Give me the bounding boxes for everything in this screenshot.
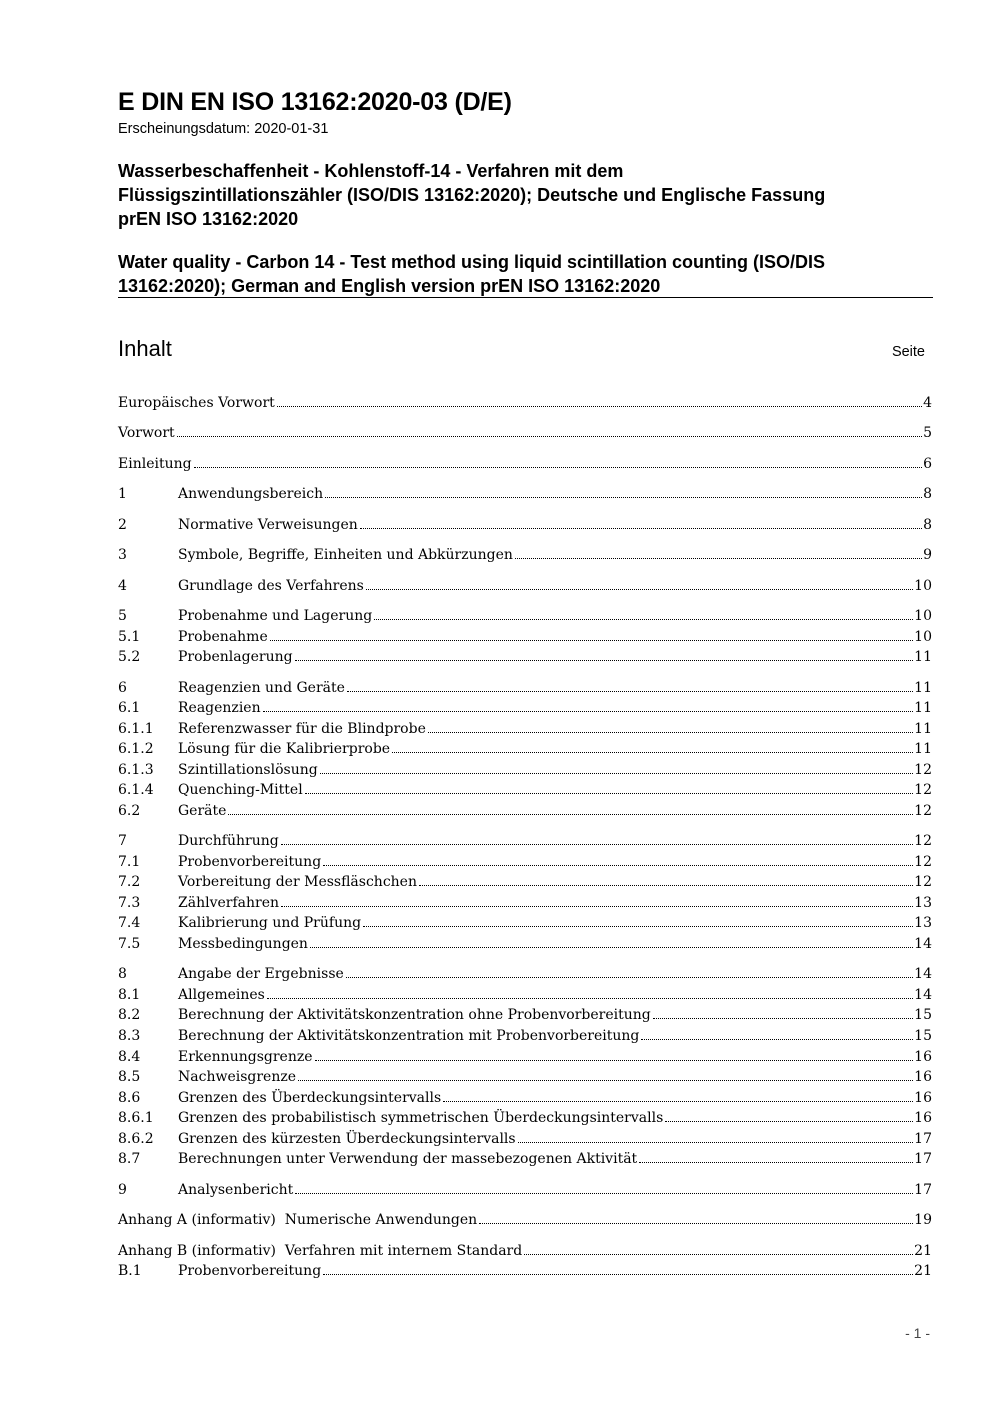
toc-entry[interactable] <box>118 966 932 986</box>
toc-entry-page: 16 <box>914 1110 932 1126</box>
toc-entry-title: Probenahme und Lagerung <box>178 608 373 624</box>
toc-entry[interactable] <box>118 395 932 415</box>
toc-dot-leader <box>641 1028 913 1040</box>
toc-dot-leader <box>360 517 922 529</box>
toc-entry-title: Normative Verweisungen <box>178 517 358 533</box>
toc-entry-title: Symbole, Begriffe, Einheiten und Abkürzungen <box>178 547 513 563</box>
toc-entry[interactable] <box>118 1069 932 1089</box>
toc-entry[interactable] <box>118 915 932 935</box>
toc-entry-page: 11 <box>914 741 932 757</box>
toc-entry-number: 6.1 <box>118 700 141 716</box>
toc-entry-title: Anwendungsbereich <box>178 486 324 502</box>
toc-entry-page: 17 <box>914 1131 932 1147</box>
toc-entry-page: 15 <box>914 1007 932 1023</box>
title-german-line: prEN ISO 13162:2020 <box>118 209 299 229</box>
toc-entry-number: 5 <box>118 608 127 624</box>
toc-dot-leader <box>194 456 923 468</box>
toc-page-column-label: Seite <box>891 344 925 360</box>
toc-entry-page: 12 <box>914 874 932 890</box>
table-of-contents <box>118 0 932 1403</box>
toc-entry-title: Reagenzien <box>178 700 261 716</box>
toc-entry-title: Einleitung <box>118 456 192 472</box>
toc-dot-leader <box>263 700 914 712</box>
toc-entry-number: 8.1 <box>118 987 141 1003</box>
toc-entry[interactable] <box>118 1028 932 1048</box>
toc-entry-number: 7.5 <box>118 936 141 952</box>
title-english-line: 13162:2020); German and English version prEN ISO 13162:2020 <box>118 276 661 296</box>
toc-entry-title: Angabe der Ergebnisse <box>178 966 344 982</box>
toc-entry[interactable] <box>118 1049 932 1069</box>
toc-entry-page: 11 <box>914 649 932 665</box>
toc-dot-leader <box>323 1263 913 1275</box>
toc-entry-page: 10 <box>914 629 932 645</box>
toc-dot-leader <box>281 833 913 845</box>
toc-dot-leader <box>653 1007 913 1019</box>
toc-entry-number: 3 <box>118 547 127 563</box>
toc-entry-page: 11 <box>914 680 932 696</box>
toc-entry-title: Berechnung der Aktivitätskonzentration mit Probenvorbereitung <box>178 1028 640 1044</box>
toc-entry[interactable] <box>118 741 932 761</box>
toc-entry-title: Lösung für die Kalibrierprobe <box>178 741 391 757</box>
toc-dot-leader <box>281 895 913 907</box>
toc-entry[interactable] <box>118 517 932 537</box>
toc-entry-title: Berechnungen unter Verwendung der massebezogenen Aktivität <box>178 1151 638 1167</box>
toc-entry-title: Vorwort <box>118 425 175 441</box>
toc-entry[interactable] <box>118 1007 932 1027</box>
toc-entry[interactable] <box>118 762 932 782</box>
toc-entry-number: 6.2 <box>118 803 141 819</box>
toc-entry[interactable] <box>118 1212 932 1232</box>
toc-entry-page: 10 <box>914 608 932 624</box>
toc-entry[interactable] <box>118 803 932 823</box>
toc-entry-title: Erkennungsgrenze <box>178 1049 313 1065</box>
toc-entry-number: 7.2 <box>118 874 141 890</box>
toc-dot-leader <box>267 987 913 999</box>
toc-entry[interactable] <box>118 936 932 956</box>
title-german-line: Wasserbeschaffenheit - Kohlenstoff-14 - Verfahren mit dem <box>118 161 624 181</box>
toc-entry-title: Probenlagerung <box>178 649 293 665</box>
toc-entry-title: Durchführung <box>178 833 279 849</box>
toc-entry[interactable] <box>118 700 932 720</box>
toc-entry-title: Grenzen des probabilistisch symmetrischen Überdeckungsintervalls <box>178 1110 664 1126</box>
toc-dot-leader <box>347 680 913 692</box>
toc-entry[interactable] <box>118 486 932 506</box>
toc-dot-leader <box>310 936 913 948</box>
toc-entry-number: 6.1.2 <box>118 741 154 757</box>
toc-dot-leader <box>524 1243 913 1255</box>
toc-entry-number: 7 <box>118 833 127 849</box>
toc-entry-page: 6 <box>923 456 932 472</box>
toc-entry-title: Berechnung der Aktivitätskonzentration ohne Probenvorbereitung <box>178 1007 651 1023</box>
toc-entry-page: 16 <box>914 1049 932 1065</box>
toc-entry[interactable] <box>118 547 932 567</box>
toc-dot-leader <box>298 1069 913 1081</box>
toc-entry[interactable] <box>118 608 932 628</box>
toc-entry-number: 8 <box>118 966 127 982</box>
toc-entry[interactable] <box>118 833 932 853</box>
toc-entry-page: 21 <box>914 1263 932 1279</box>
toc-entry-number: 8.6.2 <box>118 1131 154 1147</box>
toc-entry[interactable] <box>118 1243 932 1263</box>
toc-entry-title: Reagenzien und Geräte <box>178 680 345 696</box>
toc-dot-leader <box>295 1182 913 1194</box>
toc-entry-number: 7.3 <box>118 895 141 911</box>
toc-dot-leader <box>443 1090 913 1102</box>
toc-entry-page: 5 <box>923 425 932 441</box>
toc-entry-number: 8.4 <box>118 1049 141 1065</box>
toc-entry[interactable] <box>118 578 932 598</box>
toc-entry-number: 5.2 <box>118 649 141 665</box>
toc-entry[interactable] <box>118 1182 932 1202</box>
toc-entry-number: 8.6 <box>118 1090 141 1106</box>
toc-dot-leader <box>366 578 913 590</box>
toc-entry-title: Vorbereitung der Messfläschchen <box>178 874 417 890</box>
toc-entry[interactable] <box>118 1263 932 1283</box>
toc-heading: Inhalt <box>118 336 172 361</box>
toc-entry-number: 8.5 <box>118 1069 141 1085</box>
toc-dot-leader <box>392 741 913 753</box>
toc-dot-leader <box>228 803 913 815</box>
toc-entry[interactable] <box>118 629 932 649</box>
toc-entry-title: Messbedingungen <box>178 936 308 952</box>
toc-entry[interactable] <box>118 1110 932 1130</box>
toc-dot-leader <box>346 966 913 978</box>
toc-entry[interactable] <box>118 1151 932 1171</box>
toc-entry-page: 12 <box>914 854 932 870</box>
toc-dot-leader <box>428 721 913 733</box>
toc-entry-number: 8.3 <box>118 1028 141 1044</box>
toc-entry-number: 1 <box>118 486 127 502</box>
toc-entry-page: 12 <box>914 762 932 778</box>
toc-entry-page: 14 <box>914 936 932 952</box>
toc-entry-number: B.1 <box>118 1263 142 1279</box>
toc-entry-page: 4 <box>923 395 932 411</box>
toc-entry-title: Grenzen des Überdeckungsintervalls <box>178 1090 442 1106</box>
toc-entry-number: 6.1.1 <box>118 721 154 737</box>
toc-entry-page: 11 <box>914 700 932 716</box>
toc-dot-leader <box>323 854 913 866</box>
toc-entry-page: 13 <box>914 915 932 931</box>
toc-entry-page: 12 <box>914 803 932 819</box>
toc-entry[interactable] <box>118 425 932 445</box>
toc-entry-page: 17 <box>914 1182 932 1198</box>
toc-entry-page: 14 <box>914 987 932 1003</box>
toc-dot-leader <box>295 649 914 661</box>
toc-entry-title: Kalibrierung und Prüfung <box>178 915 362 931</box>
toc-entry-page: 8 <box>923 486 932 502</box>
toc-entry-page: 14 <box>914 966 932 982</box>
toc-entry-title: Referenzwasser für die Blindprobe <box>178 721 426 737</box>
toc-dot-leader <box>374 608 913 620</box>
toc-entry[interactable] <box>118 987 932 1007</box>
toc-dot-leader <box>515 547 922 559</box>
toc-dot-leader <box>315 1049 914 1061</box>
toc-dot-leader <box>320 762 913 774</box>
toc-entry-title: Allgemeines <box>178 987 265 1003</box>
toc-dot-leader <box>419 874 913 886</box>
title-german-line: Flüssigszintillationszähler (ISO/DIS 13162:2020); Deutsche und Englische Fassung <box>118 185 826 205</box>
toc-dot-leader <box>665 1110 913 1122</box>
toc-entry-title: Geräte <box>178 803 227 819</box>
toc-entry[interactable] <box>118 782 932 802</box>
toc-entry-title: Zählverfahren <box>178 895 279 911</box>
toc-entry-number: 2 <box>118 517 127 533</box>
toc-entry-title: Nachweisgrenze <box>178 1069 297 1085</box>
toc-entry-title: Probenvorbereitung <box>178 854 322 870</box>
toc-entry-page: 21 <box>914 1243 932 1259</box>
toc-entry-page: 9 <box>923 547 932 563</box>
toc-entry-title: Analysenbericht <box>178 1182 294 1198</box>
toc-entry-number: 8.6.1 <box>118 1110 154 1126</box>
toc-dot-leader <box>270 629 913 641</box>
toc-entry-title: Europäisches Vorwort <box>118 395 275 411</box>
page-number: - 1 - <box>905 1325 930 1341</box>
toc-entry-title: Probenahme <box>178 629 268 645</box>
toc-entry[interactable] <box>118 854 932 874</box>
toc-entry-page: 12 <box>914 833 932 849</box>
toc-entry[interactable] <box>118 874 932 894</box>
toc-entry-title: Grundlage des Verfahrens <box>178 578 364 594</box>
toc-entry-number: 7.4 <box>118 915 141 931</box>
toc-entry-page: 15 <box>914 1028 932 1044</box>
toc-dot-leader <box>363 915 913 927</box>
toc-dot-leader <box>479 1212 913 1224</box>
toc-entry-page: 16 <box>914 1069 932 1085</box>
toc-dot-leader <box>177 425 922 437</box>
title-english-line: Water quality - Carbon 14 - Test method using liquid scintillation counting (ISO/DIS <box>118 252 826 272</box>
toc-entry[interactable] <box>118 895 932 915</box>
toc-entry-number: 6.1.4 <box>118 782 154 798</box>
toc-entry-number: 4 <box>118 578 127 594</box>
toc-entry-number: 5.1 <box>118 629 141 645</box>
toc-dot-leader <box>305 782 914 794</box>
toc-entry[interactable] <box>118 1090 932 1110</box>
toc-entry-number: 6.1.3 <box>118 762 154 778</box>
toc-entry-page: 19 <box>914 1212 932 1228</box>
toc-entry-title: Anhang A (informativ) Numerische Anwendungen <box>118 1212 478 1228</box>
toc-entry-title: Grenzen des kürzesten Überdeckungsintervalls <box>178 1131 516 1147</box>
toc-entry-page: 12 <box>914 782 932 798</box>
document-id: E DIN EN ISO 13162:2020-03 (D/E) <box>118 88 512 116</box>
toc-entry-page: 16 <box>914 1090 932 1106</box>
toc-dot-leader <box>518 1131 914 1143</box>
toc-entry[interactable] <box>118 649 932 669</box>
toc-entry-number: 8.2 <box>118 1007 141 1023</box>
toc-entry-number: 8.7 <box>118 1151 141 1167</box>
toc-entry-title: Anhang B (informativ) Verfahren mit internem Standard <box>118 1243 523 1259</box>
toc-dot-leader <box>639 1151 913 1163</box>
toc-entry[interactable] <box>118 1131 932 1151</box>
publication-date: Erscheinungsdatum: 2020-01-31 <box>118 121 329 137</box>
toc-entry[interactable] <box>118 680 932 700</box>
toc-entry[interactable] <box>118 456 932 476</box>
toc-entry-number: 7.1 <box>118 854 141 870</box>
toc-entry-page: 11 <box>914 721 932 737</box>
toc-dot-leader <box>325 486 922 498</box>
toc-dot-leader <box>277 395 922 407</box>
toc-entry-number: 6 <box>118 680 127 696</box>
toc-entry-page: 17 <box>914 1151 932 1167</box>
toc-entry-title: Quenching-Mittel <box>178 782 303 798</box>
toc-entry-page: 10 <box>914 578 932 594</box>
toc-entry-page: 13 <box>914 895 932 911</box>
toc-entry[interactable] <box>118 721 932 741</box>
toc-entry-title: Probenvorbereitung <box>178 1263 322 1279</box>
toc-entry-page: 8 <box>923 517 932 533</box>
toc-entry-title: Szintillationslösung <box>178 762 318 778</box>
toc-entry-number: 9 <box>118 1182 127 1198</box>
